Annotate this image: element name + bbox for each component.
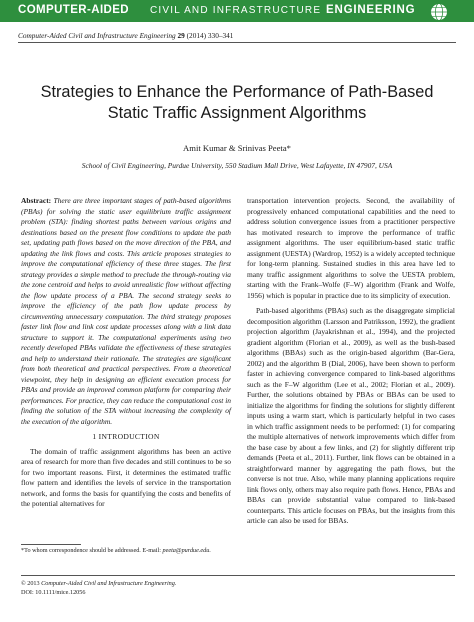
section-heading-introduction: 1 INTRODUCTION bbox=[92, 432, 160, 442]
header-rule bbox=[18, 42, 456, 43]
abstract bbox=[21, 196, 231, 427]
journal-name: Computer-Aided Civil and Infrastructure Engineering bbox=[18, 31, 176, 40]
copyright-journal: Computer-Aided Civil and Infrastructure Engineering. bbox=[41, 580, 177, 587]
authors: Amit Kumar & Srinivas Peeta* bbox=[183, 143, 291, 153]
left-column bbox=[21, 196, 231, 510]
intro-paragraph: The domain of traffic assignment algorithms has been an active area of research for more than five decades and still continues to be so for two important reasons. First, it determines the estimated traffic flow pattern and identifies the levels of service in the transportation network, and forms the basis for quantifying the costs and benefits of the potential alternatives for bbox=[21, 446, 231, 509]
article-title bbox=[18, 82, 456, 124]
footnote-rule bbox=[21, 544, 81, 545]
doi: DOI: 10.1111/mice.12056 bbox=[21, 588, 86, 596]
abstract-label: Abstract: bbox=[21, 196, 52, 205]
banner-civil-infrastructure: CIVIL AND INFRASTRUCTURE bbox=[150, 5, 322, 16]
journal-volume: 29 bbox=[177, 31, 185, 40]
footnote bbox=[21, 547, 231, 556]
copyright-rule bbox=[21, 575, 455, 576]
journal-banner bbox=[0, 0, 474, 22]
copyright-year: © 2013 bbox=[21, 580, 40, 587]
title-line-2: Static Traffic Assignment Algorithms bbox=[107, 104, 367, 122]
journal-year-pages: (2014) 330–341 bbox=[186, 31, 234, 40]
affiliation: School of Civil Engineering, Purdue University, 550 Stadium Mall Drive, West Lafayette, IN 47907, USA bbox=[81, 161, 393, 170]
footnote-email: peeta@purdue.edu. bbox=[162, 547, 211, 554]
banner-engineering: ENGINEERING bbox=[326, 4, 416, 16]
journal-reference bbox=[18, 31, 233, 40]
right-column bbox=[247, 196, 455, 527]
footnote-text: *To whom correspondence should be addressed. E-mail: bbox=[21, 547, 161, 554]
banner-computer-aided: COMPUTER-AIDED bbox=[18, 4, 130, 16]
abstract-text: There are three important stages of path-based algorithms (PBAs) for solving the static user equilibrium traffic assignment problem (STA): finding shortest paths between various origins and destinations based on the present flow conditions to update the path set, updating path flows based on the move direction of the PBA, and updating the link flows and costs. This article proposes strategies to improve the computational efficiency of these three stages. The first strategy provides a simple method to preclude the through-routing via the zone centroid and helps to avoid unrealistic flow without affecting the flow update process of a PBA. The second strategy seeks to improve the efficiency of the path flow update process by circumventing unnecessary computation. The third strategy proposes faster link flow and link cost update processes along with a link data structure to support it. The computational experiments using two recently developed PBAs validate the effectiveness of these strategies and help to understand their rationale. The strategies are significant from both theoretical and practical perspectives. From a theoretical viewpoint, they help in designing an efficient execution process for PBAs and provide an improved common platform for comparing their performances. For practice, they can reduce the computational cost in finding the solution of the STA without increasing the complexity of the execution of the algorithm. bbox=[21, 196, 231, 426]
journal-globe-icon bbox=[429, 2, 449, 22]
copyright bbox=[21, 580, 321, 597]
title-line-1: Strategies to Enhance the Performance of Path-Based bbox=[40, 83, 434, 101]
right-paragraph-2: Path-based algorithms (PBAs) such as the disaggregate simplicial decomposition algorithm (Larsson and Patriksson, 1992), the gradient projection algorithm (Jayakrishnan et al., 1994), and the projected gradient algorithm (Florian et al., 2009), as well as the bush-based algorithms (BBAs) such as the origin-based algorithm (Bar-Gera, 2002) and the algorithm B (Dial, 2006), have been shown to perform faster in achieving convergence compared to link-based algorithms such as the F–W algorithm (Lee et al., 2002; Florian et al., 2009). Further, the solutions obtained by PBAs or BBAs can be used to initialize the algorithms for finding the solutions for slightly different inputs using a warm start, which is particularly helpful in two cases in which traffic assignment needs to be performed: (1) for comparing the multiple alternatives of network improvements which differ from the base case by about a few links, and (2) for slightly different trip demands (Peeta et al., 2011). Further, link flows can be obtained in a straightforward manner by aggregating the path flows, but the converse is not true. Also, while many planning applications require link flows only, others may also require path flows. Hence, PBAs and BBAs can provide substantial value compared to link-based counterparts. This article focuses on PBAs, but the insights from this article can also be used for BBAs. bbox=[247, 306, 456, 526]
right-paragraph-1: transportation intervention projects. Second, the availability of progressively enhanced computational capabilities and the need to address solution convergence issues from a practitioner perspective has motivated research to improve the performance of traffic assignment algorithms. The user equilibrium-based static traffic assignment (UESTA) (Wardrop, 1952) is a widely accepted technique for long-term planning. Sustained studies in this area have led to many traffic assignment algorithms to solve the UESTA problem, starting with the Frank–Wolfe (F–W) algorithm (Frank and Wolfe, 1956) which is popular in practice due to its simplicity of execution. bbox=[247, 196, 455, 300]
